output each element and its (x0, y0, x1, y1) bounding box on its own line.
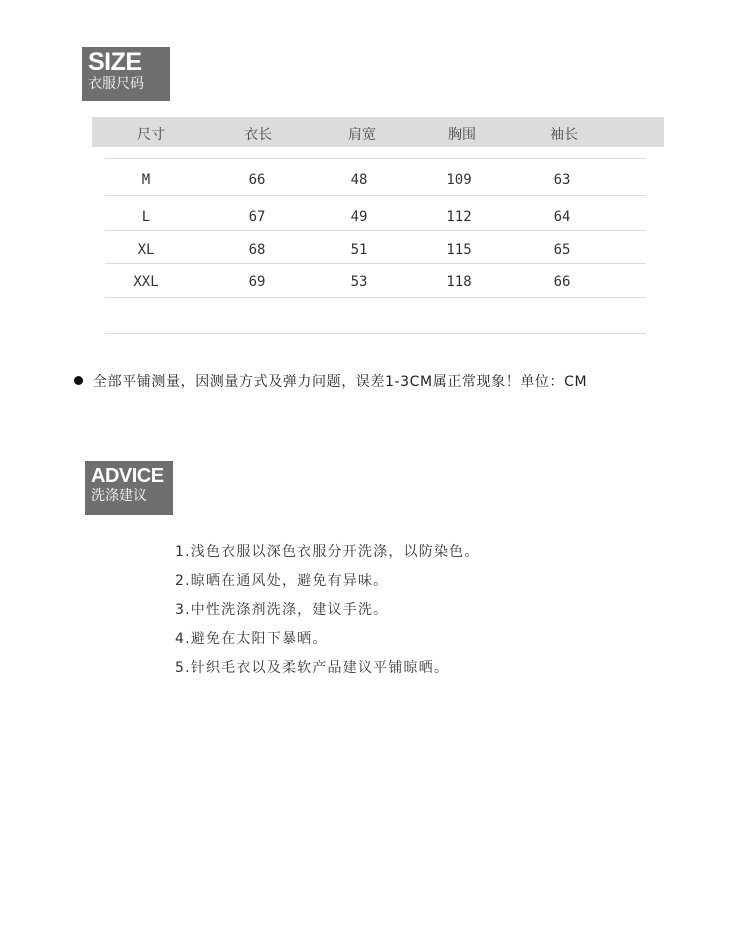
cell-length: 66 (248, 172, 266, 188)
measurement-note (74, 371, 587, 391)
table-divider (105, 263, 646, 264)
table-divider (105, 195, 646, 196)
column-header-sleeve: 袖长 (550, 127, 578, 143)
list-item: 1.浅色衣服以深色衣服分开洗涤，以防染色。 (175, 544, 480, 560)
cell-length: 68 (248, 242, 266, 258)
cell-chest: 109 (446, 172, 472, 188)
table-divider (105, 297, 646, 298)
cell-shoulder: 49 (350, 209, 368, 225)
cell-sleeve: 64 (553, 209, 571, 225)
cell-size: XL (137, 242, 155, 258)
table-divider (105, 158, 646, 159)
cell-size: L (141, 209, 151, 225)
cell-length: 67 (248, 209, 266, 225)
advice-title-cn: 洗涤建议 (91, 488, 147, 504)
cell-size: M (141, 172, 151, 188)
size-table-header (92, 117, 664, 147)
column-header-length: 衣长 (244, 127, 272, 143)
list-item: 4.避免在太阳下暴晒。 (175, 631, 328, 647)
size-title-cn: 衣服尺码 (88, 76, 144, 92)
cell-shoulder: 48 (350, 172, 368, 188)
cell-shoulder: 51 (350, 242, 368, 258)
cell-sleeve: 66 (553, 274, 571, 290)
column-header-shoulder: 肩宽 (348, 127, 376, 143)
cell-chest: 118 (446, 274, 472, 290)
size-title-en: SIZE (88, 48, 142, 76)
table-divider (105, 230, 646, 231)
advice-section-tag (85, 461, 173, 515)
column-header-chest: 胸围 (448, 127, 476, 143)
cell-shoulder: 53 (350, 274, 368, 290)
cell-chest: 115 (446, 242, 472, 258)
cell-length: 69 (248, 274, 266, 290)
column-header-size: 尺寸 (137, 127, 165, 143)
list-item: 2.晾晒在通风处，避免有异味。 (175, 573, 389, 589)
measurement-note-text: 全部平铺测量，因测量方式及弹力问题，误差1-3CM属正常现象！单位：CM (93, 374, 588, 390)
cell-chest: 112 (446, 209, 472, 225)
cell-sleeve: 65 (553, 242, 571, 258)
advice-title-en: ADVICE (91, 465, 164, 487)
cell-sleeve: 63 (553, 172, 571, 188)
table-divider (105, 333, 646, 334)
size-section-tag (82, 47, 170, 101)
list-item: 3.中性洗涤剂洗涤，建议手洗。 (175, 602, 389, 618)
list-item: 5.针织毛衣以及柔软产品建议平铺晾晒。 (175, 660, 450, 676)
washing-advice-list (175, 543, 480, 688)
bullet-icon (74, 376, 83, 385)
cell-size: XXL (133, 274, 159, 290)
